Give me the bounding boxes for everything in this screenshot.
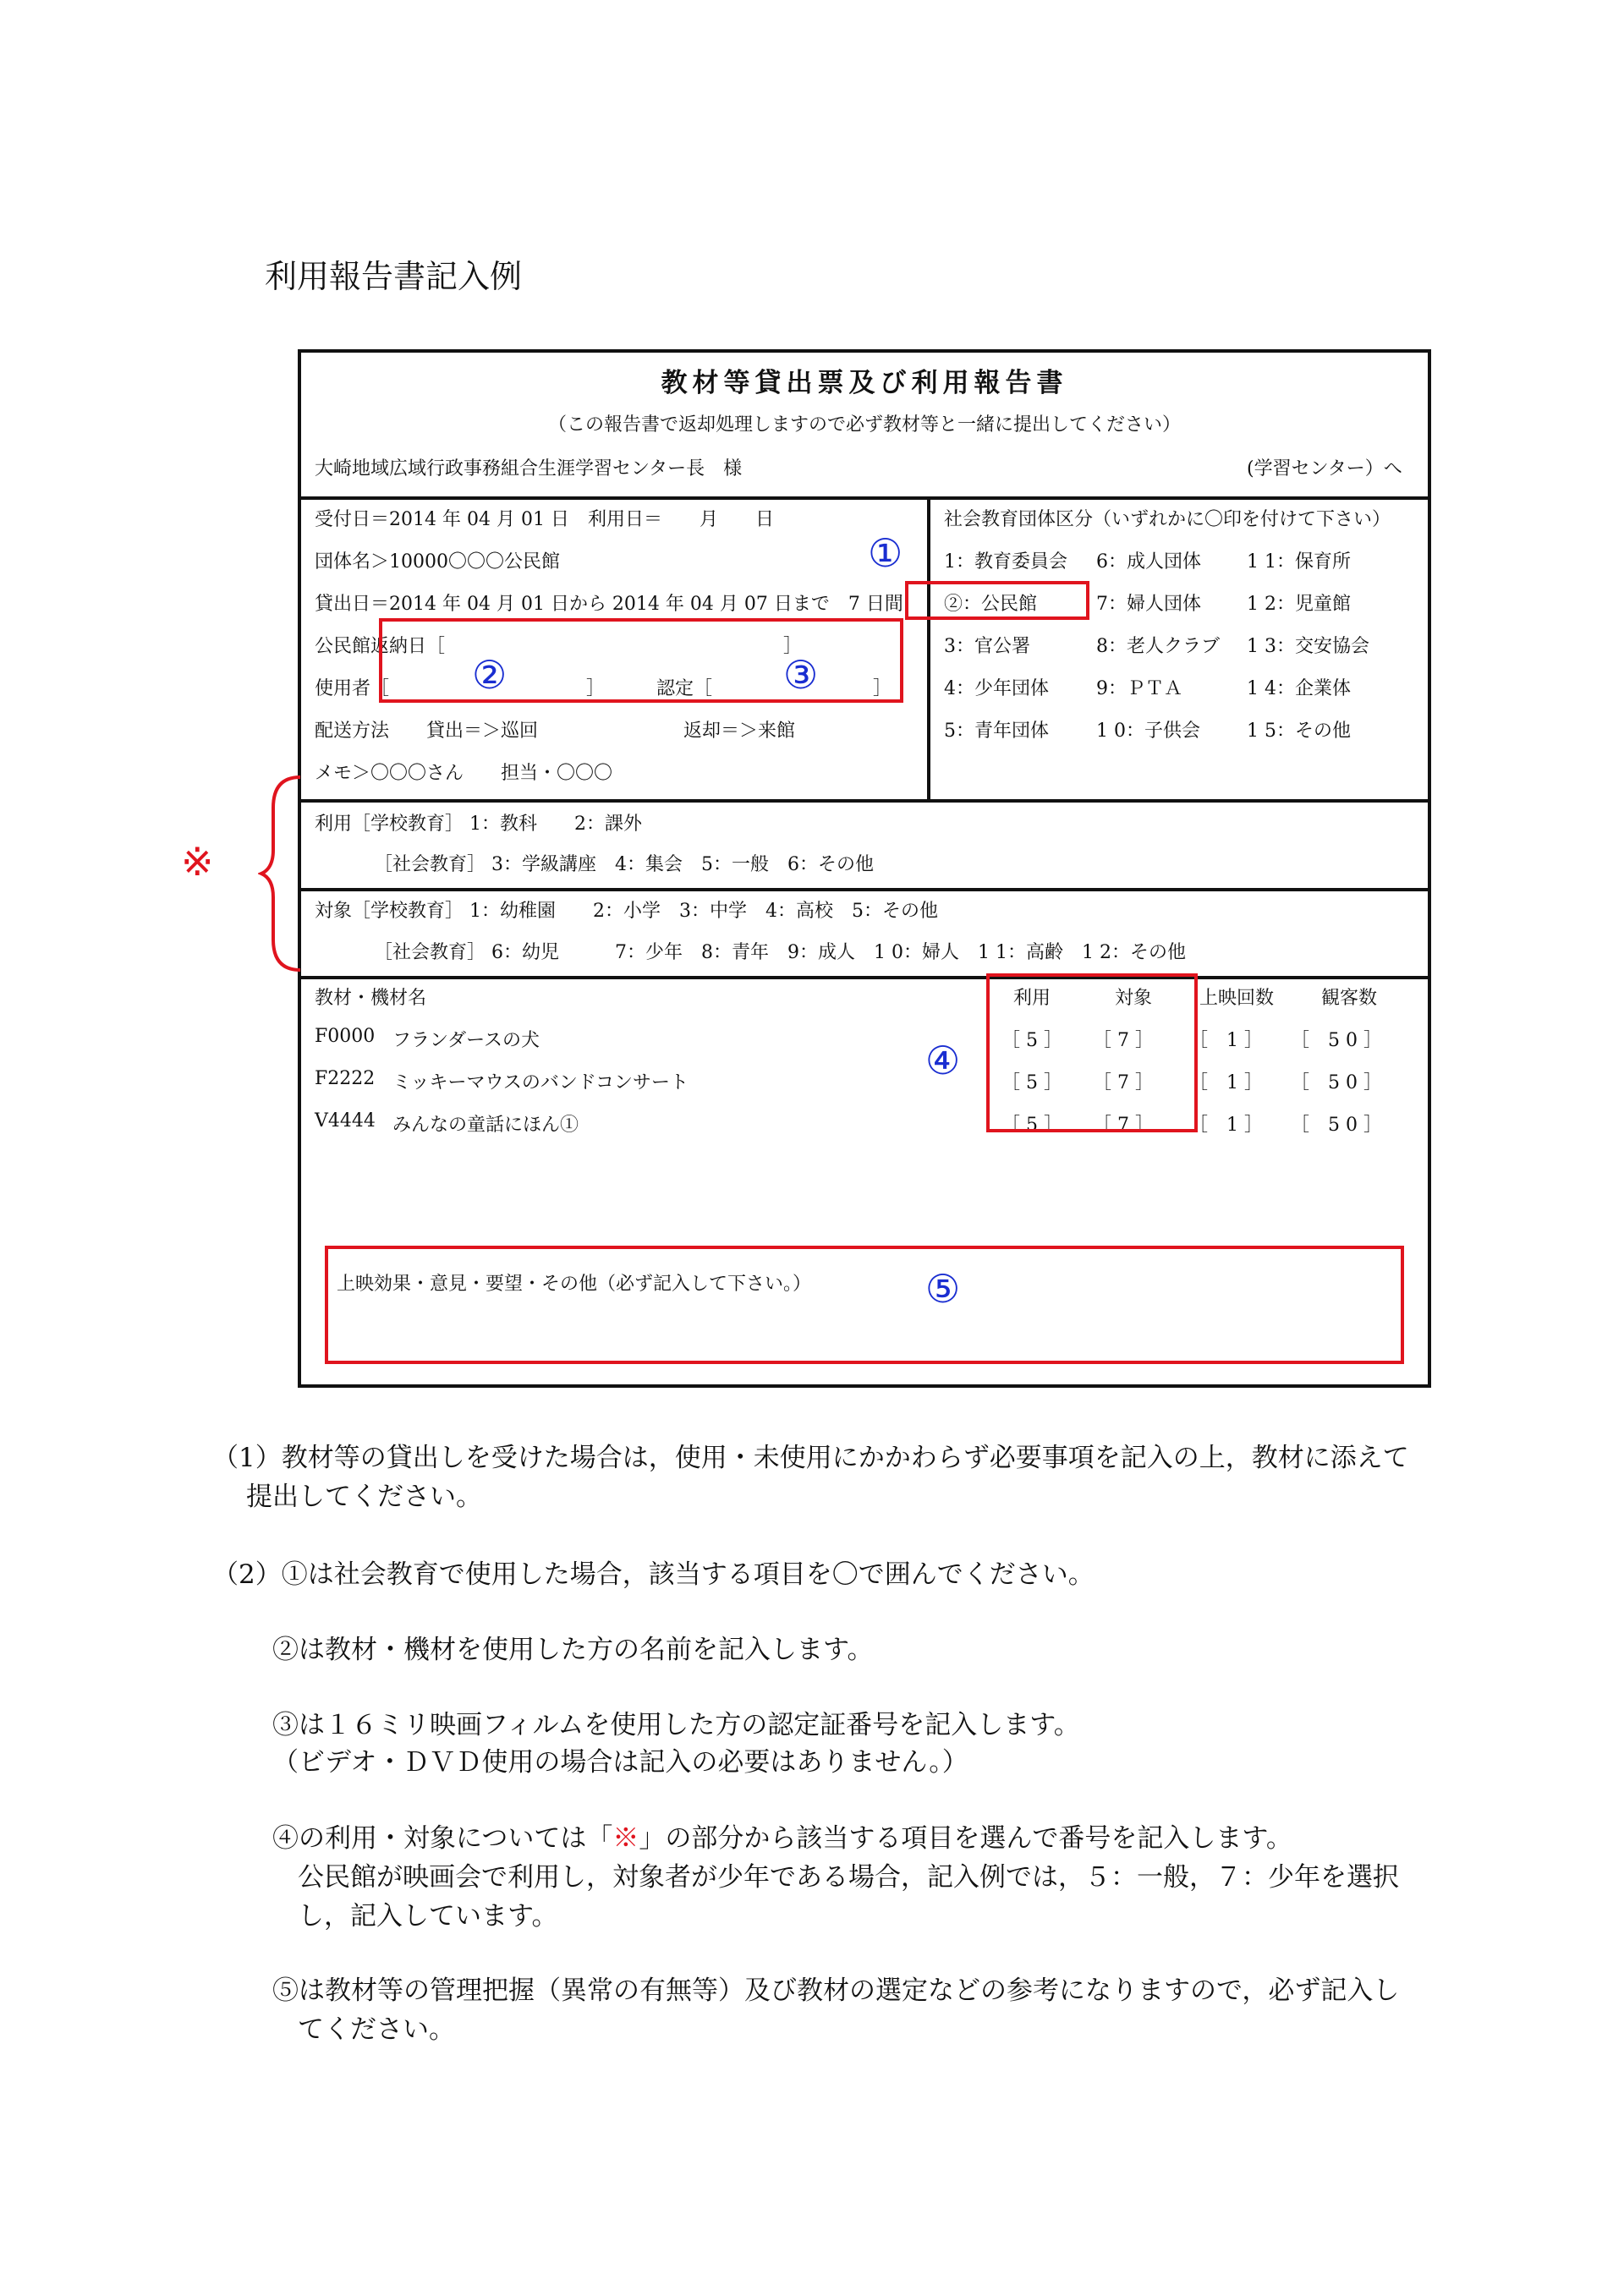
memo: メモ＞〇〇〇さん 担当・〇〇〇 — [315, 763, 613, 784]
category-item: 4：少年団体 — [944, 678, 1049, 699]
material-count: ［ 1 ］ — [1189, 1072, 1263, 1093]
kome-mark: ※ — [181, 839, 214, 885]
marker-5: ⑤ — [925, 1266, 961, 1312]
note-2: （2）①は社会教育で使用した場合，該当する項目を〇で囲んでください。 — [212, 1559, 1095, 1590]
col-count-header: 上映回数 — [1199, 988, 1275, 1009]
category-header: 社会教育団体区分（いずれかに〇印を付けて下さい） — [944, 509, 1391, 530]
col-target-header: 対象 — [1115, 988, 1153, 1009]
user-close: ］ — [586, 678, 606, 699]
brace-icon — [258, 774, 309, 973]
to-center: (学習センター）へ — [1247, 458, 1402, 479]
material-code: V4444 — [315, 1110, 376, 1132]
material-name: ミッキーマウスのバンドコンサート — [392, 1072, 689, 1093]
target-school: 対象［学校教育］ 1：幼稚園 2：小学 3：中学 4：高校 5：その他 — [315, 901, 938, 922]
category-item: 1 4：企業体 — [1247, 678, 1351, 699]
col-use-header: 利用 — [1013, 988, 1051, 1009]
note-5a-pre: ④の利用・対象については「 — [272, 1823, 613, 1854]
dates-line: 受付日＝2014 年 04 月 01 日 利用日＝ 月 日 — [315, 509, 774, 530]
material-code: F2222 — [315, 1068, 376, 1089]
material-target: ［ 7 ］ — [1093, 1030, 1154, 1051]
group-name: 団体名＞10000〇〇〇公民館 — [315, 551, 560, 573]
note-3: ②は教材・機材を使用した方の名前を記入します。 — [272, 1635, 874, 1665]
highlight-names-box — [379, 618, 903, 703]
material-use: ［ 5 ］ — [1001, 1115, 1062, 1136]
material-use: ［ 5 ］ — [1001, 1072, 1062, 1093]
divider — [301, 976, 1428, 979]
note-5b: 公民館が映画会で利用し，対象者が少年である場合，記入例では，５：一般，７：少年を選択 — [298, 1862, 1399, 1893]
form-subtitle: （この報告書で返却処理しますので必ず教材等と一緒に提出してください） — [547, 414, 1181, 436]
usage-social: ［社会教育］ 3：学級講座 4：集会 5：一般 6：その他 — [374, 854, 874, 875]
material-code: F0000 — [315, 1026, 376, 1047]
marker-1: ① — [868, 530, 903, 576]
category-item: 8：老人クラブ — [1096, 636, 1220, 657]
note-4b: （ビデオ・ＤＶＤ使用の場合は記入の必要はありません。） — [272, 1747, 968, 1778]
delivery-method: 配送方法 貸出＝＞巡回 — [315, 721, 539, 742]
divider — [927, 496, 930, 801]
addressee: 大崎地域広域行政事務組合生涯学習センター長 様 — [315, 458, 743, 479]
category-item: 7：婦人団体 — [1096, 594, 1201, 615]
loan-report-form — [298, 349, 1431, 1388]
materials-header: 教材・機材名 — [315, 988, 427, 1009]
category-item: 9：ＰＴＡ — [1096, 678, 1182, 699]
marker-2: ② — [472, 652, 508, 698]
highlight-feedback-box — [325, 1246, 1404, 1364]
category-item: 1 2：児童館 — [1247, 594, 1351, 615]
category-item: 1 0：子供会 — [1096, 721, 1200, 742]
user-label: 使用者［ — [315, 678, 390, 699]
material-audience: ［ 5 0 ］ — [1291, 1030, 1382, 1051]
category-item: 1 1：保育所 — [1247, 551, 1351, 573]
category-item: ②：公民館 — [944, 594, 1038, 615]
usage-school: 利用［学校教育］ 1：教科 2：課外 — [315, 814, 642, 835]
note-5a-post: 」の部分から該当する項目を選んで番号を記入します。 — [639, 1823, 1292, 1854]
return-date-label: 公民館返納日［ — [315, 636, 446, 657]
form-title: 教材等貸出票及び利用報告書 — [661, 368, 1068, 398]
material-name: みんなの童話にほん① — [392, 1115, 579, 1136]
note-5c: し，記入しています。 — [298, 1901, 558, 1932]
divider — [301, 799, 1428, 803]
marker-4: ④ — [925, 1038, 961, 1083]
note-5a — [272, 1817, 1292, 1855]
material-use: ［ 5 ］ — [1001, 1030, 1062, 1051]
highlight-use-target-box — [986, 973, 1198, 1132]
target-social: ［社会教育］ 6：幼児 7：少年 8：青年 9：成人 1 0：婦人 1 1：高齢 1 2：その他 — [374, 942, 1186, 963]
material-target: ［ 7 ］ — [1093, 1072, 1154, 1093]
feedback-label: 上映効果・意見・要望・その他（必ず記入して下さい。） — [337, 1274, 812, 1295]
material-target: ［ 7 ］ — [1093, 1115, 1154, 1136]
note-1b: 提出してください。 — [246, 1482, 482, 1512]
cert-label: 認定［ — [656, 678, 713, 699]
col-audience-header: 観客数 — [1321, 988, 1378, 1009]
note-4a: ③は１６ミリ映画フィルムを使用した方の認定証番号を記入します。 — [272, 1710, 1080, 1740]
page-title: 利用報告書記入例 — [265, 258, 523, 295]
material-count: ［ 1 ］ — [1189, 1115, 1263, 1136]
marker-3: ③ — [783, 652, 819, 698]
note-1a: （1）教材等の貸出しを受けた場合は，使用・未使用にかかわらず必要事項を記入の上，教材に添えて — [212, 1443, 1409, 1473]
category-item: 1：教育委員会 — [944, 551, 1067, 573]
divider — [301, 496, 1428, 500]
category-item: 5：青年団体 — [944, 721, 1049, 742]
material-audience: ［ 5 0 ］ — [1291, 1115, 1382, 1136]
divider — [301, 888, 1428, 891]
category-item: 6：成人団体 — [1096, 551, 1201, 573]
loan-period: 貸出日＝2014 年 04 月 01 日から 2014 年 04 月 07 日まで 7 日間 — [315, 594, 903, 615]
material-name: フランダースの犬 — [392, 1030, 540, 1051]
highlight-category-box — [905, 581, 1089, 620]
category-item: 3：官公署 — [944, 636, 1030, 657]
note-6a: ⑤は教材等の管理把握（異常の有無等）及び教材の選定などの参考になりますので，必ず記入し — [272, 1975, 1400, 2006]
note-6b: てください。 — [298, 2014, 455, 2045]
category-item: 1 5：その他 — [1247, 721, 1351, 742]
return-method: 返却＝＞来館 — [683, 721, 796, 742]
material-count: ［ 1 ］ — [1189, 1030, 1263, 1051]
material-audience: ［ 5 0 ］ — [1291, 1072, 1382, 1093]
cert-close: ］ — [873, 678, 892, 699]
category-item: 1 3：交安協会 — [1247, 636, 1369, 657]
return-date-close: ］ — [783, 636, 803, 657]
kome-inline-mark: ※ — [612, 1823, 639, 1854]
